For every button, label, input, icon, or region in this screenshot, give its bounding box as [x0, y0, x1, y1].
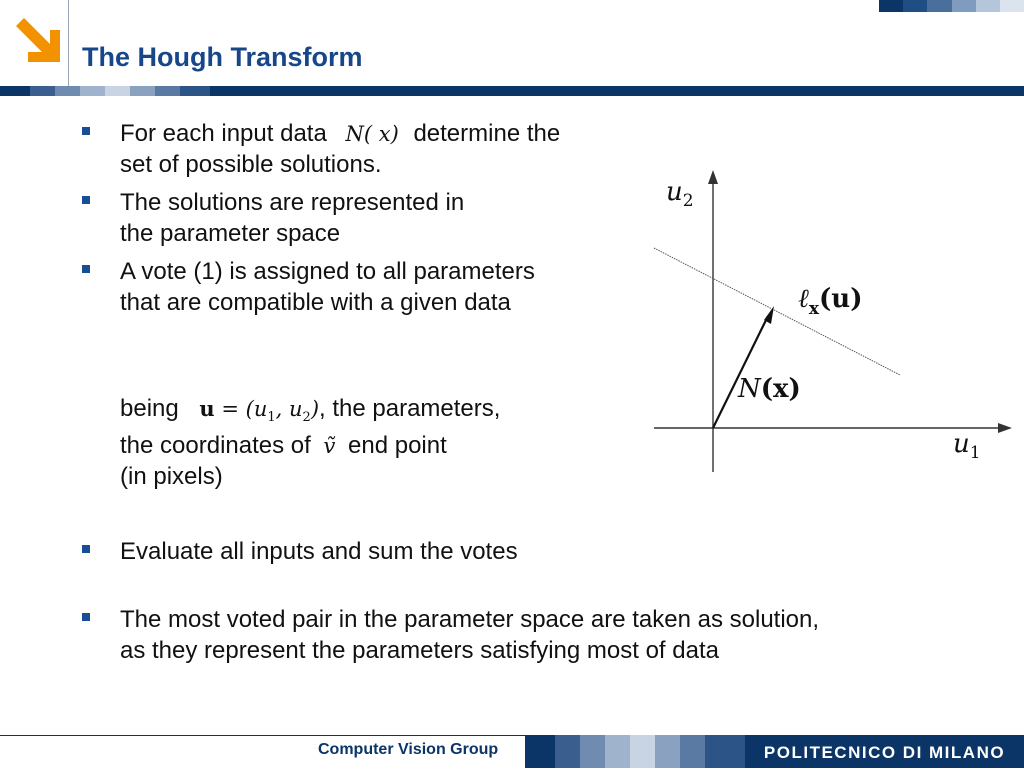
line-label: ℓ$_x$(u) [798, 284, 863, 319]
bullet-2-line-2: the parameter space [120, 220, 341, 247]
being-line: being $u = (u_1$, $u_2$), the parameters, [120, 395, 501, 426]
bullet-1-line-1: For each input data N( x) determine the [120, 120, 561, 147]
bullet-5-line-1: The most voted pair in the parameter space are taken as solution, [120, 606, 820, 633]
bullet-marker [82, 545, 90, 553]
n-x-formula: N( x) [345, 122, 399, 146]
header-bar [0, 86, 1024, 96]
normal-vector [713, 316, 768, 428]
parameter-line [654, 248, 900, 375]
parameter-space-diagram [640, 160, 1020, 480]
bullet-3-line-2: that are compatible with a given data [120, 289, 511, 316]
u-formula: $u = (u_1$, $u_2$) [199, 396, 320, 426]
bullet-marker [82, 265, 90, 273]
u2-axis-label: $u_2$ [666, 177, 694, 211]
u1-axis-arrowhead [998, 423, 1012, 433]
bullet-3-line-1: A vote (1) is assigned to all parameters [120, 258, 535, 285]
u1-axis-label: $u_1$ [953, 429, 981, 463]
coordinates-line: the coordinates of ṽ end point [120, 432, 447, 459]
footer-group-label: Computer Vision Group [318, 741, 499, 758]
pixels-note: (in pixels) [120, 463, 223, 490]
bullet-5-line-2: as they represent the parameters satisfying most of data [120, 637, 719, 664]
slide-title: The Hough Transform [82, 42, 363, 72]
bullet-marker [82, 196, 90, 204]
bullet-1-line-2: set of possible solutions. [120, 151, 382, 178]
header-divider [68, 0, 69, 90]
bullet-marker [82, 127, 90, 135]
bullet-marker [82, 613, 90, 621]
politecnico-arrow-logo [12, 14, 64, 66]
bullet-4: Evaluate all inputs and sum the votes [120, 538, 518, 565]
v-tilde-symbol: ṽ [323, 434, 336, 458]
footer-brand: POLITECNICO DI MILANO [745, 735, 1024, 768]
top-color-strip [879, 0, 1024, 12]
vector-label: N(x) [738, 374, 801, 404]
bullet-2-line-1: The solutions are represented in [120, 189, 465, 216]
u2-axis-arrowhead [708, 170, 718, 184]
footer-rule [0, 735, 525, 736]
